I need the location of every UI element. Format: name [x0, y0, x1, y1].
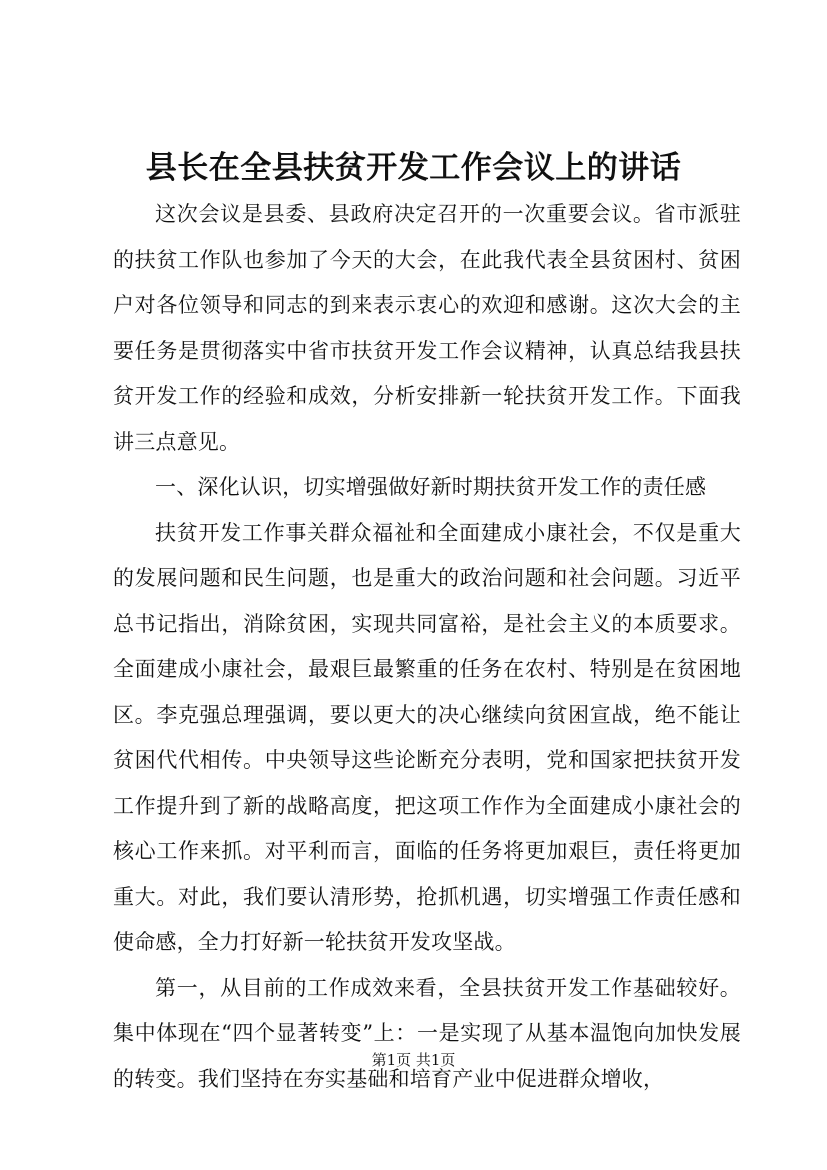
paragraph-first-point: 第一，从目前的工作成效来看，全县扶贫开发工作基础较好。集中体现在“四个显著转变”上：一是实现了从基本温饱向加快发展的转变。我们坚持在夯实基础和培育产业中促进群众增收，	[113, 975, 741, 1091]
document-title: 县长在全县扶贫开发工作会议上的讲话	[145, 150, 682, 186]
document-body	[113, 192, 741, 1102]
section-heading-one: 一、深化认识，切实增强做好新时期扶贫开发工作的责任感	[155, 475, 707, 499]
page-footer: 第1页 共1页	[371, 1051, 456, 1069]
paragraph-poverty-alleviation: 扶贫开发工作事关群众福祉和全面建成小康社会，不仅是重大的发展问题和民生问题，也是重大的政治问题和社会问题。习近平总书记指出，消除贫困，实现共同富裕，是社会主义的本质要求。全面建成小康社会，最艰巨最繁重的任务在农村、特别是在贫困地区。李克强总理强调，要以更大的决心继续向贫困宣战，绝不能让贫困代代相传。中央领导这些论断充分表明，党和国家把扶贫开发工作提升到了新的战略高度，把这项工作作为全面建成小康社会的核心工作来抓。对平利而言，面临的任务将更加艰巨，责任将更加重大。对此，我们要认清形势，抢抓机遇，切实增强工作责任感和使命感，全力打好新一轮扶贫开发攻坚战。	[113, 520, 741, 954]
paragraph-opening: 这次会议是县委、县政府决定召开的一次重要会议。省市派驻的扶贫工作队也参加了今天的大会，在此我代表全县贫困村、贫困户对各位领导和同志的到来表示衷心的欢迎和感谢。这次大会的主要任务是贯彻落实中省市扶贫开发工作会议精神，认真总结我县扶贫开发工作的经验和成效，分析安排新一轮扶贫开发工作。下面我讲三点意见。	[113, 202, 741, 454]
